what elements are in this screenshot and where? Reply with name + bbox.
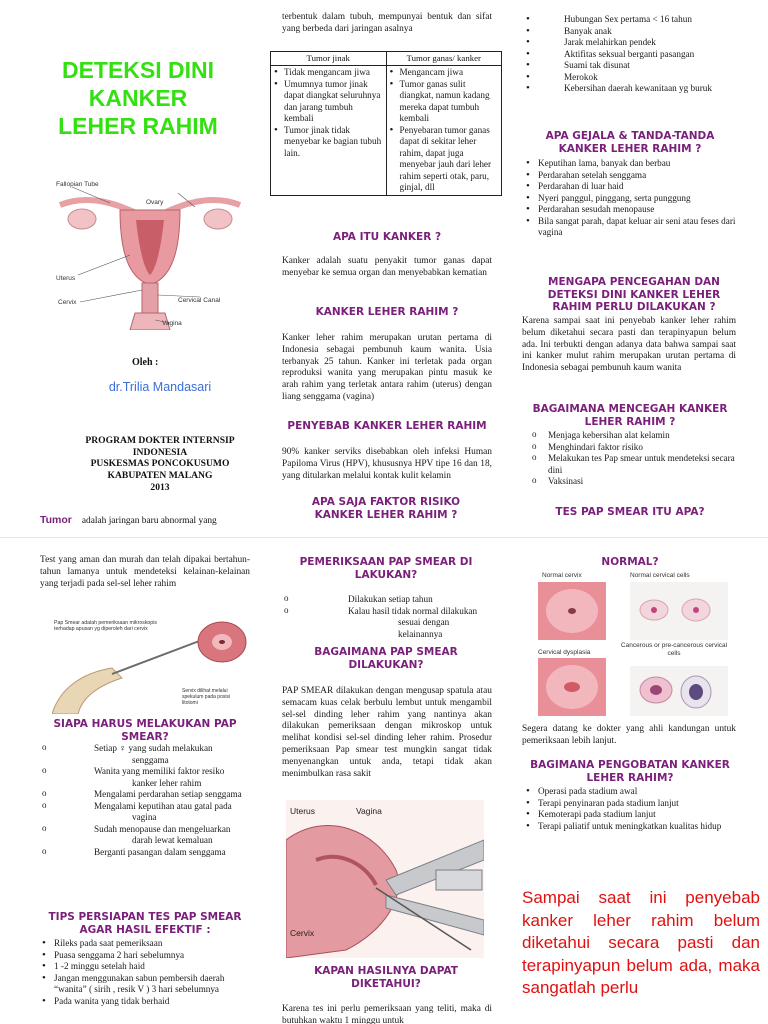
list-item: • Banyak anak	[524, 26, 736, 38]
list-item: o Mengalami keputihan atau gatal pada vagina	[78, 801, 250, 824]
list-item: o Sudah menopause dan mengeluarkan darah lewat kemaluan	[78, 824, 250, 847]
heading-siapa: SIAPA HARUS MELAKUKAN PAP SMEAR?	[53, 718, 237, 743]
table-cell-jinak	[271, 66, 387, 196]
label-cervical-canal: Cervical Canal	[178, 297, 221, 304]
list-item: o Dilakukan setiap tahun	[332, 594, 492, 606]
text-penyebab: 90% kanker serviks disebabkan oleh infeksi Human Papiloma Virus (HPV), khususnya HPV tipe 16 dan 18, yang ditularkan melalui kontak kulit kelamin	[282, 447, 492, 481]
heading-tes-pap-smear: TES PAP SMEAR ITU APA?	[555, 506, 705, 518]
who-should-list	[40, 743, 250, 858]
list-item: • Mengancam jiwa	[390, 67, 499, 79]
heading-kapan: KAPAN HASILNYA DAPAT DIKETAHUI?	[314, 965, 458, 990]
text-kanker-leher-rahim: Kanker leher rahim merupakan urutan pertama di Indonesia sebagai pembunuh kaum wanita. Usia terbanyak 25 tahun. Kanker ini terletak pada organ reproduksi wanita yang merupakan pintu masuk ke arah rahim yang terletak antara rahim (uterus) dengan liang senggama (vagina)	[282, 333, 492, 402]
list-item: • Merokok	[524, 72, 736, 84]
tumor-comparison-table	[270, 51, 502, 196]
cervix-comparison-figure	[534, 570, 732, 718]
text-bagaimana: PAP SMEAR dilakukan dengan mengusap spatula atau semacam kuas celak berbulu lembut untuk mengambil sel-sel dinding leher rahim yang nantinya akan dilakukan pemeriksaan dengan mikroskop untuk melihat kondisi sel-sel dinding leher rahim. Prosedur pemeriksaan Pap smear test mungkin sangat tidak menyenangkan untuk anda, tetapi tidak akan menimbulkan rasa sakit	[282, 686, 492, 779]
list-item: • Perdarahan setelah senggama	[524, 170, 736, 182]
text-apa-itu-kanker: Kanker adalah suatu penyakit tumor ganas dapat menyebar ke semua organ dan menyebabkan kematian	[282, 256, 492, 278]
tumor-word: Tumor	[40, 514, 72, 526]
list-item: • Penyebaran tumor ganas dapat di sekitar leher rahim, dapat juga menyebar jauh dari leher rahim seperti otak, paru, ginjal, dll	[390, 125, 499, 194]
heading-tips: TIPS PERSIAPAN TES PAP SMEAR AGAR HASIL EFEKTIF :	[48, 911, 242, 936]
label-cervical-dysplasia: Cervical dysplasia	[538, 649, 591, 656]
list-item: • 1 -2 minggu setelah haid	[40, 961, 252, 973]
list-item: • Nyeri panggul, pinggang, serta punggung	[524, 193, 736, 205]
label-uterus: Uterus	[290, 806, 316, 816]
tumor-definition	[40, 510, 255, 528]
list-item: o Berganti pasangan dalam senggama	[78, 847, 250, 859]
text-test-definition: Test yang aman dan murah dan telah dipakai bertahun-tahun lamanya untuk mendeteksi kelainan-kelainan yang terjadi pada sel-sel leher rahim	[40, 555, 250, 589]
program-block	[22, 435, 298, 494]
list-item: • Bila sangat parah, dapat keluar air seni atau feses dari vagina	[524, 216, 736, 239]
label-uterus: Uterus	[56, 275, 76, 282]
heading-kanker-leher-rahim: KANKER LEHER RAHIM ?	[315, 306, 459, 318]
list-item: • Suami tak disunat	[524, 60, 736, 72]
list-item: • Operasi pada stadium awal	[524, 786, 736, 798]
pap-smear-procedure-figure	[52, 618, 248, 714]
heading-mencegah: BAGAIMANA MENCEGAH KANKER LEHER RAHIM ?	[532, 403, 728, 428]
title-line-1: DETEKSI DINI	[61, 57, 215, 83]
risk-factor-list	[524, 14, 736, 95]
list-item: o Wanita yang memiliki faktor resiko kanker leher rahim	[78, 766, 250, 789]
table-cell-ganas	[386, 66, 502, 196]
figure-caption-1: Pap Smear adalah pemeriksaan mikroskopis terhadap apusan yg diperoleh dari cervix	[54, 620, 157, 633]
label-vagina: Vagina	[162, 320, 182, 327]
list-item: • Kebersihan daerah kewanitaan yg buruk	[524, 83, 736, 95]
list-item: o Setiap ♀ yang sudah melakukan senggama	[78, 743, 250, 766]
program-line-5: 2013	[150, 481, 170, 493]
text-mengapa: Karena sampai saat ini penyebab kanker leher rahim belum diketahui secara pasti dan terapinyapun belum ada. Ini terbukti dengan adanya data bahwa sampai saat ini kanker mulut rahim merupakan urutan pertama di Indonesia sebagai pembunuh kaum wanita	[522, 316, 736, 374]
list-item: • Hubungan Sex pertama < 16 tahun	[524, 14, 736, 26]
table-header-ganas: Tumor ganas/ kanker	[386, 52, 502, 66]
list-item: o Vaksinasi	[530, 476, 736, 488]
author-name: dr.Trilia Mandasari	[108, 380, 212, 394]
heading-faktor-risiko: APA SAJA FAKTOR RISIKO KANKER LEHER RAHIM ?	[311, 496, 461, 521]
speculum-exam-figure	[286, 800, 484, 958]
title-line-3: LEHER RAHIM	[58, 113, 218, 139]
program-line-4: KABUPATEN MALANG	[107, 470, 213, 482]
brochure-title	[22, 56, 254, 140]
text-kapan: Karena tes ini perlu pemeriksaan yang teliti, maka di butuhkan waktu 1 minggu untuk	[282, 1004, 492, 1024]
label-cervix: Cervix	[290, 928, 315, 938]
program-line-3: PUSKESMAS PONCOKUSUMO	[90, 458, 230, 470]
label-cervix: Cervix	[58, 299, 77, 306]
program-line-2: INDONESIA	[132, 446, 188, 458]
figure-caption-2: Servix dilihat melalui spekulum pada posisi litotomi	[182, 688, 231, 706]
heading-gejala: APA GEJALA & TANDA-TANDA KANKER LEHER RAHIM ?	[545, 130, 715, 155]
heading-pemeriksaan: PEMERIKSAAN PAP SMEAR DI LAKUKAN?	[299, 556, 473, 581]
label-normal-cervical-cells: Normal cervical cells	[630, 572, 690, 579]
list-item: • Kemoterapi pada stadium lanjut	[524, 809, 736, 821]
prevention-list	[530, 430, 736, 488]
list-item: • Aktifitas seksual berganti pasangan	[524, 49, 736, 61]
list-item: • Umumnya tumor jinak dapat diangkat seluruhnya dan jarang tumbuh kembali	[274, 79, 383, 125]
program-line-1: PROGRAM DOKTER INTERNSIP	[85, 435, 235, 446]
heading-apa-itu-kanker: APA ITU KANKER ?	[332, 231, 442, 243]
label-normal-cervix: Normal cervix	[542, 572, 582, 579]
closing-statement: Sampai saat ini penyebab kanker leher rahim belum diketahui secara pasti dan terapinyapun belum ada, maka sangatlah perlu	[522, 888, 760, 997]
tips-list	[40, 938, 252, 1007]
list-item: o Melakukan tes Pap smear untuk mendeteksi secara dini	[530, 453, 736, 476]
list-item: • Puasa senggama 2 hari sebelumnya	[40, 950, 252, 962]
list-item: • Jarak melahirkan pendek	[524, 37, 736, 49]
text-segera: Segera datang ke dokter yang ahli kandungan untuk pemeriksaan lebih lanjut.	[522, 724, 736, 746]
list-item: o Mengalami perdarahan setiap senggama	[78, 789, 250, 801]
label-cancerous-cells: Cancerous or pre-cancerous cervical cells	[620, 642, 728, 657]
list-item: • Tumor jinak tidak menyebar ke bagian tubuh lain.	[274, 125, 383, 160]
treatment-list	[524, 786, 736, 832]
table-header-jinak: Tumor jinak	[271, 52, 387, 66]
heading-mengapa: MENGAPA PENCEGAHAN DAN DETEKSI DINI KANKER LEHER RAHIM PERLU DILAKUKAN ?	[547, 276, 721, 313]
heading-pengobatan: BAGIMANA PENGOBATAN KANKER LEHER RAHIM?	[530, 759, 730, 784]
list-item: • Pada wanita yang tidak berhaid	[40, 996, 252, 1008]
list-item: • Rileks pada saat pemeriksaan	[40, 938, 252, 950]
list-item: • Terapi penyinaran pada stadium lanjut	[524, 798, 736, 810]
list-item: o Kalau hasil tidak normal dilakukan sesuai dengan kelainannya	[332, 606, 492, 641]
uterus-anatomy-figure	[50, 175, 250, 330]
list-item: • Perdarahan sesudah menopause	[524, 204, 736, 216]
list-item: o Menjaga kebersihan alat kelamin	[530, 430, 736, 442]
tumor-definition-text: adalah jaringan baru abnormal yang	[81, 516, 217, 526]
page-fold-line	[0, 537, 768, 538]
list-item: • Keputihan lama, banyak dan berbau	[524, 158, 736, 170]
heading-penyebab: PENYEBAB KANKER LEHER RAHIM	[287, 420, 487, 432]
list-item: • Terapi paliatif untuk meningkatkan kualitas hidup	[524, 821, 736, 833]
label-fallopian-tube: Fallopian Tube	[56, 181, 99, 188]
heading-normal: NORMAL?	[601, 556, 659, 568]
label-vagina: Vagina	[356, 806, 382, 816]
list-item: • Perdarahan di luar haid	[524, 181, 736, 193]
title-line-2: KANKER	[88, 85, 188, 111]
list-item: • Jangan menggunakan sabun pembersih daerah “wanita” ( sirih , resik V ) 3 hari sebelumnya	[40, 973, 252, 996]
heading-bagaimana: BAGAIMANA PAP SMEAR DILAKUKAN?	[314, 646, 458, 671]
oleh-label: Oleh :	[132, 357, 159, 368]
list-item: o Menghindari faktor risiko	[530, 442, 736, 454]
list-item: • Tumor ganas sulit diangkat, namun kadang mereka dapat tumbuh kembali	[390, 79, 499, 125]
symptom-list	[524, 158, 736, 239]
list-item: • Tidak mengancam jiwa	[274, 67, 383, 79]
label-ovary: Ovary	[146, 199, 164, 206]
examination-list	[282, 594, 492, 640]
tumor-definition-continued: terbentuk dalam tubuh, mempunyai bentuk dan sifat yang berbeda dari jaringan asalnya	[282, 12, 492, 34]
